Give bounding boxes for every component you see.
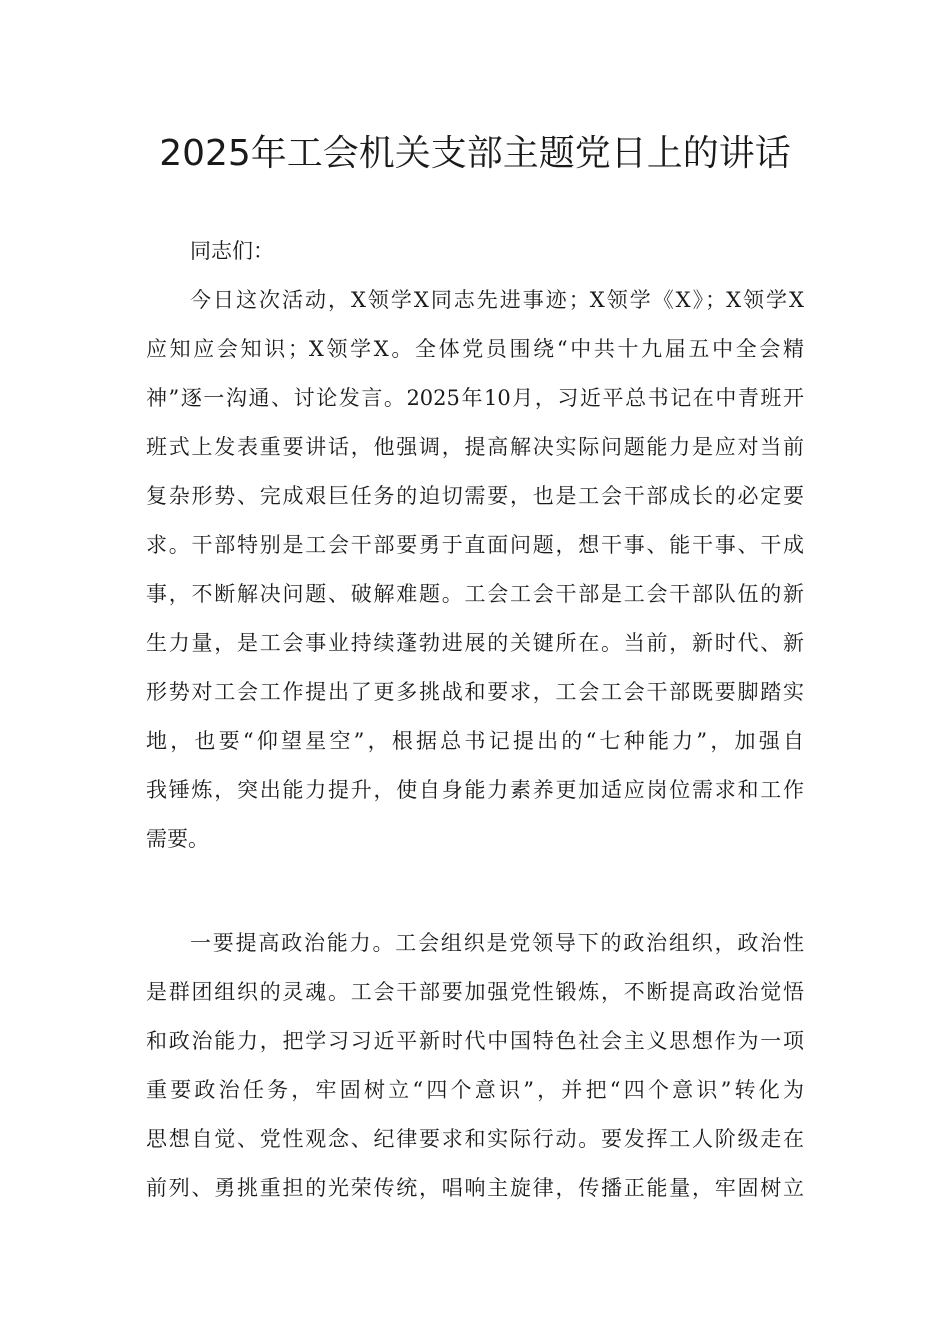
paragraph-line: 思想自觉、党性观念、纪律要求和实际行动。要发挥工人阶级走在 xyxy=(146,1127,804,1151)
paragraph-line: 是群团组织的灵魂。工会干部要加强党性锻炼，不断提高政治觉悟 xyxy=(146,980,804,1004)
paragraph-line: 需要。 xyxy=(146,827,209,851)
document-title: 2025年工会机关支部主题党日上的讲话 xyxy=(159,133,791,174)
paragraph-line: 一要提高政治能力。工会组织是党领导下的政治组织，政治性 xyxy=(190,931,804,955)
paragraph-line: 应知应会知识；X领学X。全体党员围绕“中共十九届五中全会精 xyxy=(146,337,804,361)
paragraph-line: 前列、勇挑重担的光荣传统，唱响主旋律，传播正能量，牢固树立 xyxy=(146,1176,804,1200)
paragraph-line: 和政治能力，把学习习近平新时代中国特色社会主义思想作为一项 xyxy=(146,1029,804,1053)
paragraph-line: 复杂形势、完成艰巨任务的迫切需要，也是工会干部成长的必定要 xyxy=(146,484,804,508)
paragraph-line: 生力量，是工会事业持续蓬勃进展的关键所在。当前，新时代、新 xyxy=(146,631,804,655)
paragraph-line: 神”逐一沟通、讨论发言。2025年10月，习近平总书记在中青班开 xyxy=(146,386,804,410)
paragraph-line: 我锤炼，突出能力提升，使自身能力素养更加适应岗位需求和工作 xyxy=(146,778,804,802)
paragraph-line: 形势对工会工作提出了更多挑战和要求，工会工会干部既要脚踏实 xyxy=(146,680,804,704)
paragraph-line: 今日这次活动，X领学X同志先进事迹；X领学《X》；X领学X xyxy=(190,288,804,312)
salutation: 同志们： xyxy=(190,239,274,263)
paragraph-line: 班式上发表重要讲话，他强调，提高解决实际问题能力是应对当前 xyxy=(146,435,804,459)
paragraph-line: 地，也要“仰望星空”，根据总书记提出的“七种能力”，加强自 xyxy=(146,729,804,753)
paragraph-line: 求。干部特别是工会干部要勇于直面问题，想干事、能干事、干成 xyxy=(146,533,804,557)
paragraph-line: 事，不断解决问题、破解难题。工会工会干部是工会干部队伍的新 xyxy=(146,582,804,606)
paragraph-line: 重要政治任务，牢固树立“四个意识”，并把“四个意识”转化为 xyxy=(146,1078,804,1102)
